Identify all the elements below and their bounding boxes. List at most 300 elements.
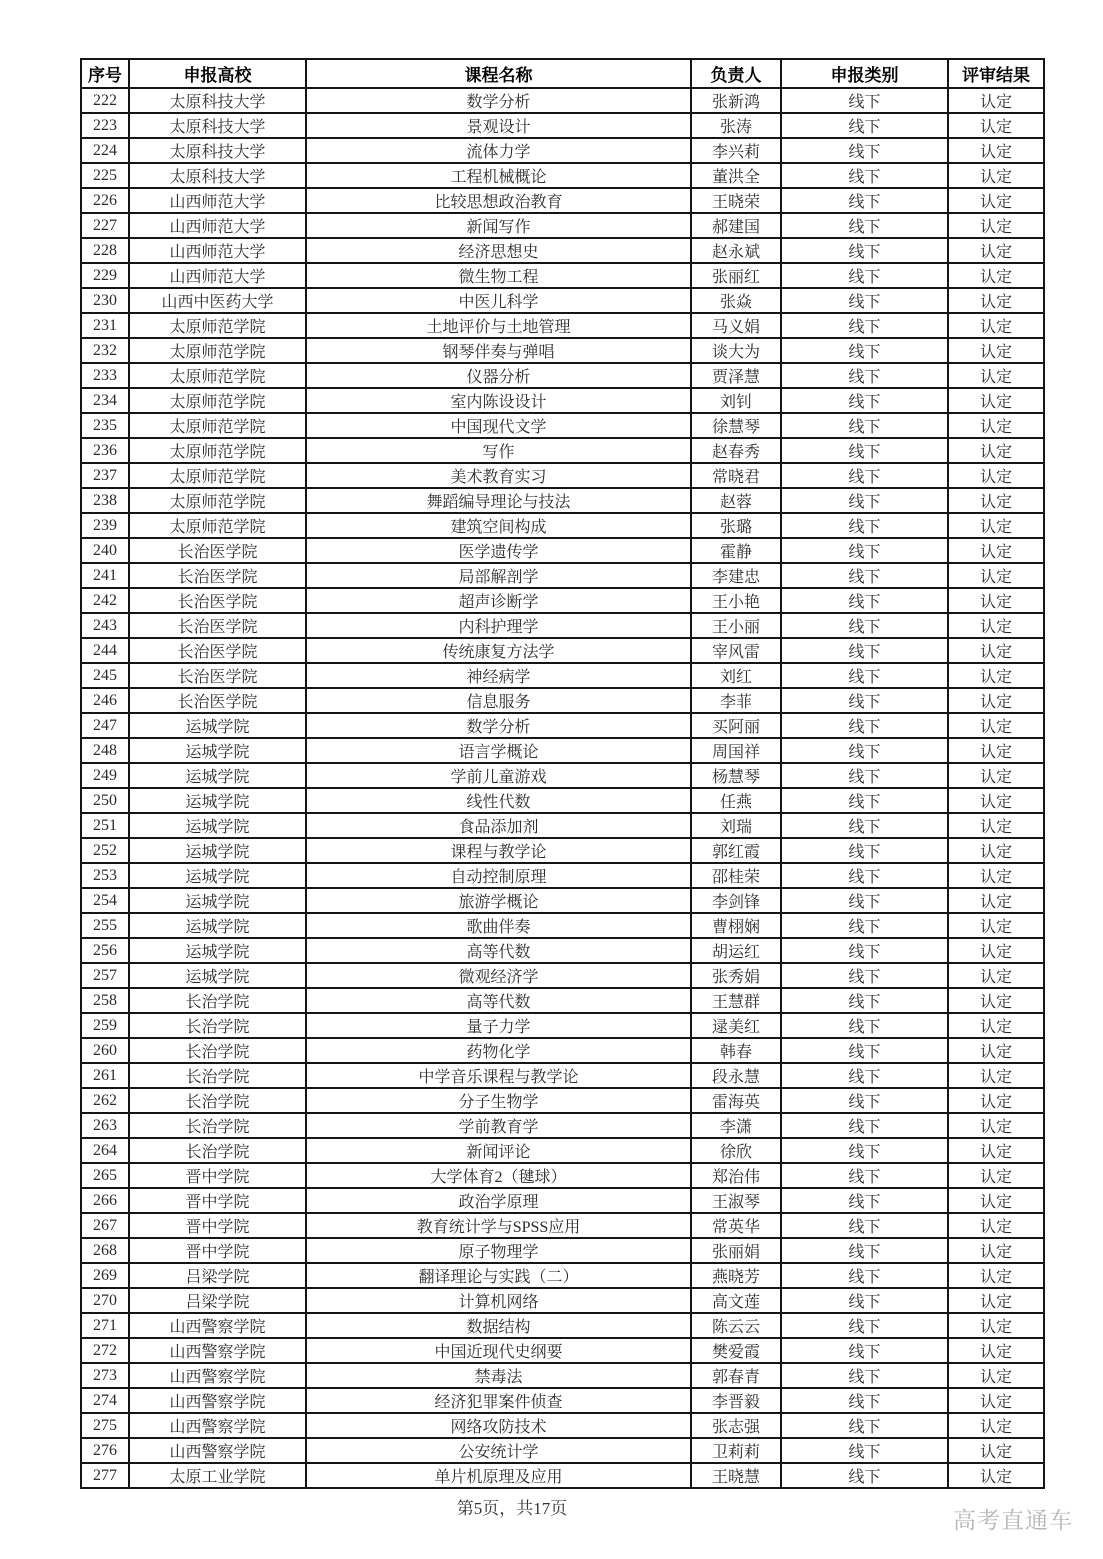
cell-category: 线下 <box>781 313 948 338</box>
cell-index: 235 <box>81 413 129 438</box>
cell-course: 数学分析 <box>306 713 691 738</box>
table-row <box>81 1238 1044 1263</box>
cell-category: 线下 <box>781 638 948 663</box>
cell-course: 大学体育2（毽球） <box>306 1163 691 1188</box>
cell-result: 认定 <box>948 238 1044 263</box>
cell-course: 美术教育实习 <box>306 463 691 488</box>
cell-category: 线下 <box>781 963 948 988</box>
cell-school: 运城学院 <box>129 938 306 963</box>
cell-school: 运城学院 <box>129 763 306 788</box>
cell-result: 认定 <box>948 688 1044 713</box>
cell-leader: 雷海英 <box>691 1088 781 1113</box>
cell-category: 线下 <box>781 288 948 313</box>
cell-result: 认定 <box>948 538 1044 563</box>
cell-index: 234 <box>81 388 129 413</box>
cell-leader: 买阿丽 <box>691 713 781 738</box>
cell-index: 265 <box>81 1163 129 1188</box>
cell-leader: 张涛 <box>691 113 781 138</box>
table-row <box>81 1013 1044 1038</box>
cell-category: 线下 <box>781 813 948 838</box>
cell-course: 学前教育学 <box>306 1113 691 1138</box>
cell-course: 医学遗传学 <box>306 538 691 563</box>
table-row <box>81 838 1044 863</box>
cell-index: 222 <box>81 88 129 113</box>
table-row <box>81 513 1044 538</box>
cell-leader: 郑治伟 <box>691 1163 781 1188</box>
cell-category: 线下 <box>781 1463 948 1488</box>
cell-school: 运城学院 <box>129 863 306 888</box>
cell-result: 认定 <box>948 263 1044 288</box>
cell-course: 翻译理论与实践（二） <box>306 1263 691 1288</box>
cell-course: 新闻写作 <box>306 213 691 238</box>
cell-category: 线下 <box>781 1263 948 1288</box>
cell-category: 线下 <box>781 113 948 138</box>
cell-index: 250 <box>81 788 129 813</box>
cell-course: 写作 <box>306 438 691 463</box>
cell-index: 251 <box>81 813 129 838</box>
cell-category: 线下 <box>781 763 948 788</box>
cell-category: 线下 <box>781 588 948 613</box>
table-row <box>81 1063 1044 1088</box>
cell-index: 257 <box>81 963 129 988</box>
cell-leader: 刘红 <box>691 663 781 688</box>
cell-course: 土地评价与土地管理 <box>306 313 691 338</box>
cell-category: 线下 <box>781 1188 948 1213</box>
table-body <box>81 88 1044 1488</box>
table-row <box>81 1438 1044 1463</box>
table-row <box>81 988 1044 1013</box>
cell-result: 认定 <box>948 1388 1044 1413</box>
cell-index: 243 <box>81 613 129 638</box>
cell-course: 数据结构 <box>306 1313 691 1338</box>
cell-category: 线下 <box>781 163 948 188</box>
cell-school: 长治学院 <box>129 1138 306 1163</box>
cell-index: 228 <box>81 238 129 263</box>
table-row <box>81 1388 1044 1413</box>
cell-school: 山西中医药大学 <box>129 288 306 313</box>
cell-result: 认定 <box>948 863 1044 888</box>
cell-leader: 王小艳 <box>691 588 781 613</box>
cell-school: 山西师范大学 <box>129 238 306 263</box>
cell-school: 太原师范学院 <box>129 363 306 388</box>
cell-school: 太原科技大学 <box>129 163 306 188</box>
cell-course: 仪器分析 <box>306 363 691 388</box>
cell-leader: 张丽红 <box>691 263 781 288</box>
cell-category: 线下 <box>781 1063 948 1088</box>
course-review-table <box>80 58 1045 1489</box>
cell-course: 内科护理学 <box>306 613 691 638</box>
cell-leader: 李建忠 <box>691 563 781 588</box>
cell-leader: 张丽娟 <box>691 1238 781 1263</box>
cell-school: 运城学院 <box>129 963 306 988</box>
cell-result: 认定 <box>948 1138 1044 1163</box>
cell-leader: 刘钊 <box>691 388 781 413</box>
table-row <box>81 263 1044 288</box>
cell-school: 太原科技大学 <box>129 113 306 138</box>
cell-result: 认定 <box>948 338 1044 363</box>
cell-category: 线下 <box>781 488 948 513</box>
cell-category: 线下 <box>781 863 948 888</box>
cell-course: 分子生物学 <box>306 1088 691 1113</box>
cell-result: 认定 <box>948 1113 1044 1138</box>
cell-leader: 赵永斌 <box>691 238 781 263</box>
cell-school: 运城学院 <box>129 913 306 938</box>
cell-course: 微生物工程 <box>306 263 691 288</box>
cell-result: 认定 <box>948 413 1044 438</box>
cell-index: 226 <box>81 188 129 213</box>
cell-school: 长治学院 <box>129 1063 306 1088</box>
cell-index: 268 <box>81 1238 129 1263</box>
cell-course: 工程机械概论 <box>306 163 691 188</box>
cell-category: 线下 <box>781 1038 948 1063</box>
cell-school: 山西警察学院 <box>129 1313 306 1338</box>
cell-index: 260 <box>81 1038 129 1063</box>
cell-result: 认定 <box>948 163 1044 188</box>
cell-index: 236 <box>81 438 129 463</box>
cell-school: 太原师范学院 <box>129 438 306 463</box>
cell-index: 245 <box>81 663 129 688</box>
cell-leader: 李潇 <box>691 1113 781 1138</box>
cell-leader: 常英华 <box>691 1213 781 1238</box>
table-row <box>81 413 1044 438</box>
cell-category: 线下 <box>781 788 948 813</box>
cell-leader: 刘瑞 <box>691 813 781 838</box>
cell-result: 认定 <box>948 588 1044 613</box>
cell-course: 自动控制原理 <box>306 863 691 888</box>
cell-index: 271 <box>81 1313 129 1338</box>
cell-category: 线下 <box>781 538 948 563</box>
cell-result: 认定 <box>948 288 1044 313</box>
cell-category: 线下 <box>781 1288 948 1313</box>
table-row <box>81 338 1044 363</box>
cell-school: 山西师范大学 <box>129 188 306 213</box>
cell-result: 认定 <box>948 438 1044 463</box>
cell-leader: 王小丽 <box>691 613 781 638</box>
watermark-text: 高考直通车 <box>953 1508 1073 1533</box>
cell-school: 山西警察学院 <box>129 1438 306 1463</box>
cell-school: 山西警察学院 <box>129 1338 306 1363</box>
table-row <box>81 938 1044 963</box>
cell-index: 273 <box>81 1363 129 1388</box>
cell-index: 225 <box>81 163 129 188</box>
cell-result: 认定 <box>948 1438 1044 1463</box>
cell-category: 线下 <box>781 388 948 413</box>
cell-leader: 王慧群 <box>691 988 781 1013</box>
cell-course: 数学分析 <box>306 88 691 113</box>
cell-result: 认定 <box>948 913 1044 938</box>
table-row <box>81 1463 1044 1488</box>
column-header-category: 申报类别 <box>781 59 948 88</box>
cell-result: 认定 <box>948 813 1044 838</box>
cell-result: 认定 <box>948 938 1044 963</box>
cell-category: 线下 <box>781 563 948 588</box>
table-row <box>81 863 1044 888</box>
cell-leader: 郭红霞 <box>691 838 781 863</box>
table-row <box>81 213 1044 238</box>
cell-leader: 徐慧琴 <box>691 413 781 438</box>
cell-category: 线下 <box>781 913 948 938</box>
cell-category: 线下 <box>781 513 948 538</box>
cell-school: 山西警察学院 <box>129 1363 306 1388</box>
table-row <box>81 663 1044 688</box>
table-row <box>81 763 1044 788</box>
cell-result: 认定 <box>948 1288 1044 1313</box>
cell-course: 钢琴伴奏与弹唱 <box>306 338 691 363</box>
cell-course: 网络攻防技术 <box>306 1413 691 1438</box>
cell-index: 261 <box>81 1063 129 1088</box>
cell-course: 单片机原理及应用 <box>306 1463 691 1488</box>
cell-school: 太原师范学院 <box>129 513 306 538</box>
table-row <box>81 88 1044 113</box>
cell-index: 244 <box>81 638 129 663</box>
column-header-school: 申报高校 <box>129 59 306 88</box>
table-row <box>81 913 1044 938</box>
cell-course: 经济思想史 <box>306 238 691 263</box>
cell-course: 禁毒法 <box>306 1363 691 1388</box>
cell-category: 线下 <box>781 1388 948 1413</box>
cell-result: 认定 <box>948 88 1044 113</box>
cell-category: 线下 <box>781 888 948 913</box>
cell-result: 认定 <box>948 763 1044 788</box>
table-row <box>81 788 1044 813</box>
cell-school: 运城学院 <box>129 788 306 813</box>
cell-course: 政治学原理 <box>306 1188 691 1213</box>
cell-category: 线下 <box>781 1438 948 1463</box>
cell-result: 认定 <box>948 988 1044 1013</box>
table-row <box>81 1138 1044 1163</box>
cell-result: 认定 <box>948 638 1044 663</box>
cell-category: 线下 <box>781 1313 948 1338</box>
cell-result: 认定 <box>948 713 1044 738</box>
cell-result: 认定 <box>948 613 1044 638</box>
cell-index: 256 <box>81 938 129 963</box>
cell-school: 长治医学院 <box>129 538 306 563</box>
cell-leader: 陈云云 <box>691 1313 781 1338</box>
cell-category: 线下 <box>781 1238 948 1263</box>
cell-index: 259 <box>81 1013 129 1038</box>
cell-course: 药物化学 <box>306 1038 691 1063</box>
cell-category: 线下 <box>781 738 948 763</box>
cell-leader: 霍静 <box>691 538 781 563</box>
cell-index: 229 <box>81 263 129 288</box>
cell-category: 线下 <box>781 1338 948 1363</box>
cell-category: 线下 <box>781 413 948 438</box>
cell-course: 计算机网络 <box>306 1288 691 1313</box>
page-indicator: 第5页，共17页 <box>456 1499 568 1518</box>
cell-category: 线下 <box>781 838 948 863</box>
table-row <box>81 1038 1044 1063</box>
cell-school: 太原师范学院 <box>129 338 306 363</box>
cell-school: 晋中学院 <box>129 1188 306 1213</box>
table-row <box>81 313 1044 338</box>
cell-leader: 杨慧琴 <box>691 763 781 788</box>
cell-result: 认定 <box>948 488 1044 513</box>
table-row <box>81 638 1044 663</box>
table-row <box>81 963 1044 988</box>
cell-index: 230 <box>81 288 129 313</box>
cell-course: 原子物理学 <box>306 1238 691 1263</box>
cell-index: 239 <box>81 513 129 538</box>
cell-index: 275 <box>81 1413 129 1438</box>
cell-course: 高等代数 <box>306 938 691 963</box>
cell-school: 吕梁学院 <box>129 1263 306 1288</box>
cell-leader: 赵蓉 <box>691 488 781 513</box>
cell-leader: 张秀娟 <box>691 963 781 988</box>
cell-result: 认定 <box>948 138 1044 163</box>
cell-category: 线下 <box>781 438 948 463</box>
cell-course: 新闻评论 <box>306 1138 691 1163</box>
table-row <box>81 1213 1044 1238</box>
cell-school: 长治医学院 <box>129 638 306 663</box>
cell-course: 旅游学概论 <box>306 888 691 913</box>
cell-result: 认定 <box>948 1013 1044 1038</box>
cell-school: 太原师范学院 <box>129 463 306 488</box>
cell-index: 241 <box>81 563 129 588</box>
cell-index: 277 <box>81 1463 129 1488</box>
cell-result: 认定 <box>948 513 1044 538</box>
cell-result: 认定 <box>948 463 1044 488</box>
cell-leader: 曹栩娴 <box>691 913 781 938</box>
cell-school: 运城学院 <box>129 888 306 913</box>
cell-result: 认定 <box>948 663 1044 688</box>
cell-leader: 高文莲 <box>691 1288 781 1313</box>
cell-result: 认定 <box>948 788 1044 813</box>
cell-leader: 赵春秀 <box>691 438 781 463</box>
cell-result: 认定 <box>948 1238 1044 1263</box>
column-header-result: 评审结果 <box>948 59 1044 88</box>
cell-result: 认定 <box>948 888 1044 913</box>
cell-result: 认定 <box>948 213 1044 238</box>
cell-result: 认定 <box>948 188 1044 213</box>
table-row <box>81 1288 1044 1313</box>
cell-result: 认定 <box>948 963 1044 988</box>
cell-category: 线下 <box>781 188 948 213</box>
cell-school: 长治学院 <box>129 1088 306 1113</box>
cell-school: 长治学院 <box>129 1038 306 1063</box>
cell-index: 263 <box>81 1113 129 1138</box>
cell-course: 中医儿科学 <box>306 288 691 313</box>
cell-category: 线下 <box>781 1163 948 1188</box>
cell-course: 中国现代文学 <box>306 413 691 438</box>
cell-category: 线下 <box>781 1213 948 1238</box>
cell-result: 认定 <box>948 1263 1044 1288</box>
cell-leader: 徐欣 <box>691 1138 781 1163</box>
cell-index: 274 <box>81 1388 129 1413</box>
cell-leader: 李兴莉 <box>691 138 781 163</box>
cell-course: 量子力学 <box>306 1013 691 1038</box>
cell-leader: 李菲 <box>691 688 781 713</box>
cell-school: 运城学院 <box>129 713 306 738</box>
cell-index: 276 <box>81 1438 129 1463</box>
table-row <box>81 563 1044 588</box>
cell-course: 比较思想政治教育 <box>306 188 691 213</box>
cell-course: 公安统计学 <box>306 1438 691 1463</box>
table-row <box>81 1363 1044 1388</box>
cell-result: 认定 <box>948 1088 1044 1113</box>
cell-leader: 董洪全 <box>691 163 781 188</box>
cell-result: 认定 <box>948 388 1044 413</box>
cell-school: 山西警察学院 <box>129 1388 306 1413</box>
cell-school: 太原科技大学 <box>129 88 306 113</box>
table-row <box>81 888 1044 913</box>
cell-leader: 张新鸿 <box>691 88 781 113</box>
cell-index: 258 <box>81 988 129 1013</box>
table-row <box>81 1263 1044 1288</box>
table-row <box>81 688 1044 713</box>
table-row <box>81 113 1044 138</box>
cell-school: 长治学院 <box>129 1113 306 1138</box>
cell-index: 231 <box>81 313 129 338</box>
table-row <box>81 1188 1044 1213</box>
table-row <box>81 613 1044 638</box>
cell-school: 运城学院 <box>129 738 306 763</box>
cell-result: 认定 <box>948 1313 1044 1338</box>
cell-course: 中国近现代史纲要 <box>306 1338 691 1363</box>
cell-result: 认定 <box>948 1188 1044 1213</box>
cell-index: 272 <box>81 1338 129 1363</box>
cell-course: 景观设计 <box>306 113 691 138</box>
cell-result: 认定 <box>948 838 1044 863</box>
table-row <box>81 188 1044 213</box>
cell-school: 太原师范学院 <box>129 413 306 438</box>
cell-index: 242 <box>81 588 129 613</box>
cell-school: 山西师范大学 <box>129 263 306 288</box>
cell-category: 线下 <box>781 1138 948 1163</box>
cell-course: 传统康复方法学 <box>306 638 691 663</box>
table-row <box>81 1163 1044 1188</box>
cell-course: 信息服务 <box>306 688 691 713</box>
cell-leader: 宰风雷 <box>691 638 781 663</box>
cell-category: 线下 <box>781 88 948 113</box>
table-header <box>81 59 1044 88</box>
cell-index: 227 <box>81 213 129 238</box>
cell-leader: 樊爱霞 <box>691 1338 781 1363</box>
cell-result: 认定 <box>948 1163 1044 1188</box>
cell-leader: 邵桂荣 <box>691 863 781 888</box>
cell-course: 歌曲伴奏 <box>306 913 691 938</box>
cell-school: 晋中学院 <box>129 1213 306 1238</box>
cell-leader: 李晋毅 <box>691 1388 781 1413</box>
cell-course: 超声诊断学 <box>306 588 691 613</box>
cell-index: 264 <box>81 1138 129 1163</box>
cell-result: 认定 <box>948 1063 1044 1088</box>
cell-course: 语言学概论 <box>306 738 691 763</box>
cell-school: 吕梁学院 <box>129 1288 306 1313</box>
table-row <box>81 438 1044 463</box>
cell-result: 认定 <box>948 113 1044 138</box>
cell-result: 认定 <box>948 563 1044 588</box>
table-row <box>81 713 1044 738</box>
cell-index: 262 <box>81 1088 129 1113</box>
cell-school: 运城学院 <box>129 813 306 838</box>
cell-leader: 谈大为 <box>691 338 781 363</box>
cell-category: 线下 <box>781 1413 948 1438</box>
cell-category: 线下 <box>781 363 948 388</box>
cell-index: 248 <box>81 738 129 763</box>
cell-category: 线下 <box>781 213 948 238</box>
cell-category: 线下 <box>781 613 948 638</box>
table-row <box>81 363 1044 388</box>
cell-course: 舞蹈编导理论与技法 <box>306 488 691 513</box>
cell-leader: 张璐 <box>691 513 781 538</box>
cell-index: 270 <box>81 1288 129 1313</box>
cell-result: 认定 <box>948 1463 1044 1488</box>
table-row <box>81 1338 1044 1363</box>
cell-leader: 任燕 <box>691 788 781 813</box>
cell-index: 253 <box>81 863 129 888</box>
cell-category: 线下 <box>781 938 948 963</box>
cell-school: 长治医学院 <box>129 688 306 713</box>
